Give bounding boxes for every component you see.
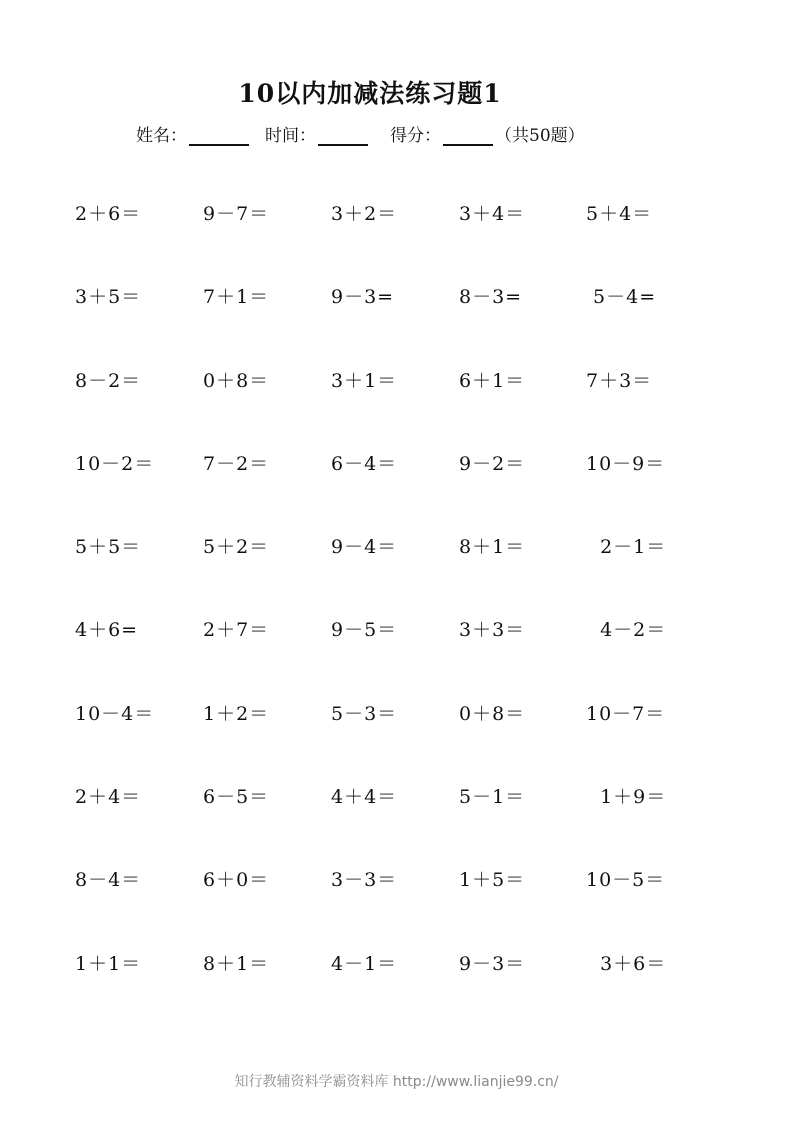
student-info-line xyxy=(136,121,585,146)
math-problem: 2＋7＝ xyxy=(203,619,270,642)
problem-row xyxy=(0,366,793,449)
math-problem: 10－9＝ xyxy=(586,452,666,475)
math-problem: 5＋4＝ xyxy=(586,203,653,225)
math-problem: 7－2＝ xyxy=(203,452,270,475)
math-problem: 10－4＝ xyxy=(75,702,155,725)
time-label: 时间： xyxy=(265,126,316,146)
math-problem: 3＋1＝ xyxy=(331,369,398,392)
math-problem: 8－2＝ xyxy=(75,369,142,392)
problem-row xyxy=(0,865,793,948)
name-label: 姓名： xyxy=(136,126,187,146)
problem-row xyxy=(0,199,793,282)
problem-row xyxy=(0,615,793,698)
math-problem: 10－7＝ xyxy=(586,702,666,725)
math-problem: 5－1＝ xyxy=(459,786,526,809)
math-problem: 3＋2＝ xyxy=(331,203,398,225)
math-problem: 3－3＝ xyxy=(331,869,398,892)
math-problem: 3＋4＝ xyxy=(459,203,526,225)
math-problem: 7＋3＝ xyxy=(586,369,653,392)
problem-row xyxy=(0,949,793,1032)
problem-row xyxy=(0,782,793,865)
math-problem: 1＋9＝ xyxy=(586,786,667,809)
page-title: 10以内加减法练习题1 xyxy=(238,79,502,108)
problem-grid xyxy=(0,199,793,1032)
problem-row xyxy=(0,532,793,615)
problem-row xyxy=(0,699,793,782)
math-problem: 9－3= xyxy=(331,286,395,309)
time-blank xyxy=(318,128,368,146)
math-problem: 10－5＝ xyxy=(586,869,666,892)
score-blank xyxy=(443,128,493,146)
math-problem: 2－1＝ xyxy=(586,536,667,559)
name-blank xyxy=(189,128,249,146)
math-problem: 8－3= xyxy=(459,286,523,309)
total-note: （共50题） xyxy=(495,126,585,146)
math-problem: 6＋0＝ xyxy=(203,869,270,892)
math-problem: 7＋1＝ xyxy=(203,286,270,309)
math-problem: 9－5＝ xyxy=(331,619,398,642)
math-problem: 5＋5＝ xyxy=(75,536,142,559)
math-problem: 4－1＝ xyxy=(331,952,398,975)
math-problem: 9－3＝ xyxy=(459,952,526,975)
math-problem: 4＋4＝ xyxy=(331,786,398,809)
math-problem: 10－2＝ xyxy=(75,452,155,475)
problem-row xyxy=(0,282,793,365)
math-problem: 8－4＝ xyxy=(75,869,142,892)
math-problem: 2＋6＝ xyxy=(75,203,142,225)
footer-watermark: 知行教辅资料学霸资料库 http://www.lianjie99.cn/ xyxy=(234,1074,559,1090)
math-problem: 5－3＝ xyxy=(331,702,398,725)
math-problem: 6－4＝ xyxy=(331,452,398,475)
math-problem: 4－2＝ xyxy=(586,619,667,642)
math-problem: 8＋1＝ xyxy=(459,536,526,559)
math-problem: 1＋1＝ xyxy=(75,952,142,975)
math-problem: 9－4＝ xyxy=(331,536,398,559)
math-problem: 6－5＝ xyxy=(203,786,270,809)
math-problem: 0＋8＝ xyxy=(203,369,270,392)
math-problem: 9－7＝ xyxy=(203,203,270,225)
math-problem: 0＋8＝ xyxy=(459,702,526,725)
problem-row xyxy=(0,449,793,532)
math-problem: 5＋2＝ xyxy=(203,536,270,559)
math-problem: 9－2＝ xyxy=(459,452,526,475)
math-problem: 8＋1＝ xyxy=(203,952,270,975)
math-problem: 4＋6= xyxy=(75,619,139,642)
math-problem: 5－4= xyxy=(586,286,657,309)
math-problem: 3＋5＝ xyxy=(75,286,142,309)
math-problem: 2＋4＝ xyxy=(75,786,142,809)
score-label: 得分： xyxy=(390,126,441,146)
math-problem: 6＋1＝ xyxy=(459,369,526,392)
math-problem: 1＋5＝ xyxy=(459,869,526,892)
math-problem: 1＋2＝ xyxy=(203,702,270,725)
math-problem: 3＋3＝ xyxy=(459,619,526,642)
math-problem: 3＋6＝ xyxy=(586,952,667,975)
